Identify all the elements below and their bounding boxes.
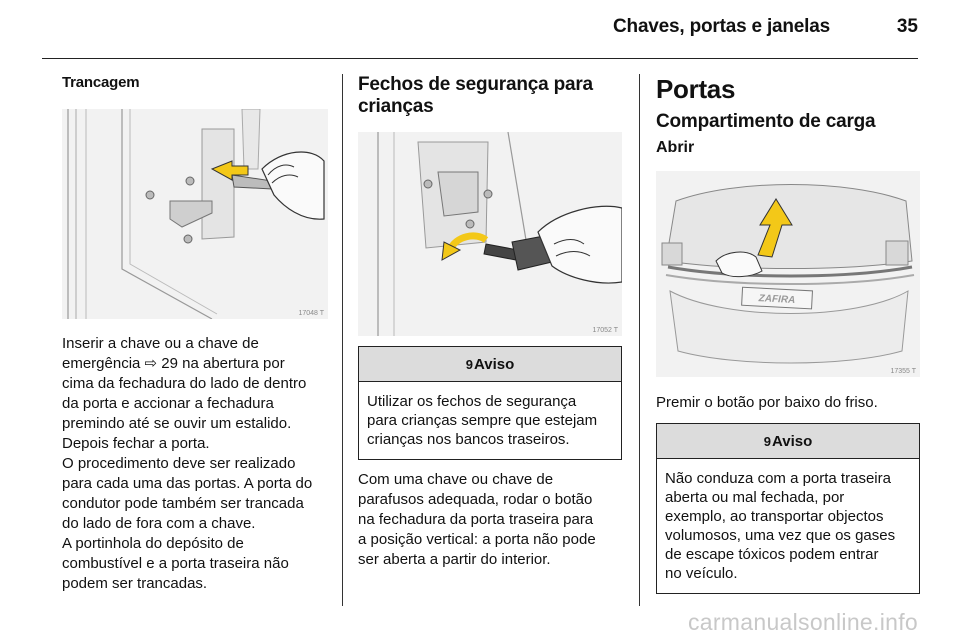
illustration-child-lock: [358, 132, 622, 336]
illustration-code: 17355 T: [890, 368, 916, 375]
subheading-cargo: Compartimento de carga: [656, 111, 876, 132]
warning-header: 9Aviso: [657, 424, 919, 459]
header-rule: [42, 58, 918, 59]
paragraph-child-locks: Com uma chave ou chave de parafusos adequada, rodar o botão na fechadura da porta traseira para a posição vertical: a porta não pode ser aberta a partir do interior.: [358, 471, 596, 568]
paragraph-locking: Inserir a chave ou a chave de emergência ⇨ 29 na abertura por cima da fechadura do lado de dentro da porta e accionar a fechadura premindo até se ouvir um estalido. Depois fechar a porta. O procedimento deve ser realizado para cada uma das portas. A porta do condutor pode também ser trancada do lado de fora com a chave. A portinhola do depósito de combustível e a porta traseira não podem ser trancadas.: [62, 335, 313, 592]
warning-box-child-locks: [358, 346, 622, 460]
warning-text: Não conduza com a porta traseira aberta ou mal fechada, por exemplo, ao transportar objectos volumosos, uma vez que os gases de escape tóxicos podem entrar no veículo.: [665, 470, 896, 582]
section-heading-doors: Portas: [656, 74, 736, 104]
warning-box-tailgate: [656, 423, 920, 594]
tailgate-drawing: [656, 171, 920, 377]
column-doors: [656, 74, 920, 594]
warning-header: 9Aviso: [359, 347, 621, 382]
warning-text: Utilizar os fechos de segurança para crianças sempre que estejam crianças nos bancos traseiros.: [367, 393, 598, 448]
warning-icon: 9: [763, 434, 771, 449]
column-locking: [62, 74, 328, 594]
subheading-open: Abrir: [656, 139, 695, 156]
illustration-code: 17048 T: [298, 310, 324, 317]
door-lock-drawing: [62, 109, 328, 319]
column-divider-right: [639, 74, 640, 606]
tailgate-badge: ZAFIRA: [758, 293, 796, 307]
header-title: Chaves, portas e janelas: [613, 16, 830, 37]
page-number: 35: [896, 16, 918, 37]
illustration-door-lock: [62, 109, 328, 319]
watermark: carmanualsonline.info: [687, 609, 918, 635]
column-child-locks: [358, 74, 622, 570]
illustration-tailgate: [656, 171, 920, 377]
child-lock-drawing: [358, 132, 622, 336]
paragraph-open-tailgate: Premir o botão por baixo do friso.: [656, 394, 878, 411]
section-heading-child-locks: Fechos de segurança para crianças: [358, 74, 593, 117]
illustration-code: 17052 T: [592, 327, 618, 334]
warning-icon: 9: [465, 357, 473, 372]
section-heading-locking: Trancagem: [62, 74, 140, 91]
column-divider-left: [342, 74, 343, 606]
